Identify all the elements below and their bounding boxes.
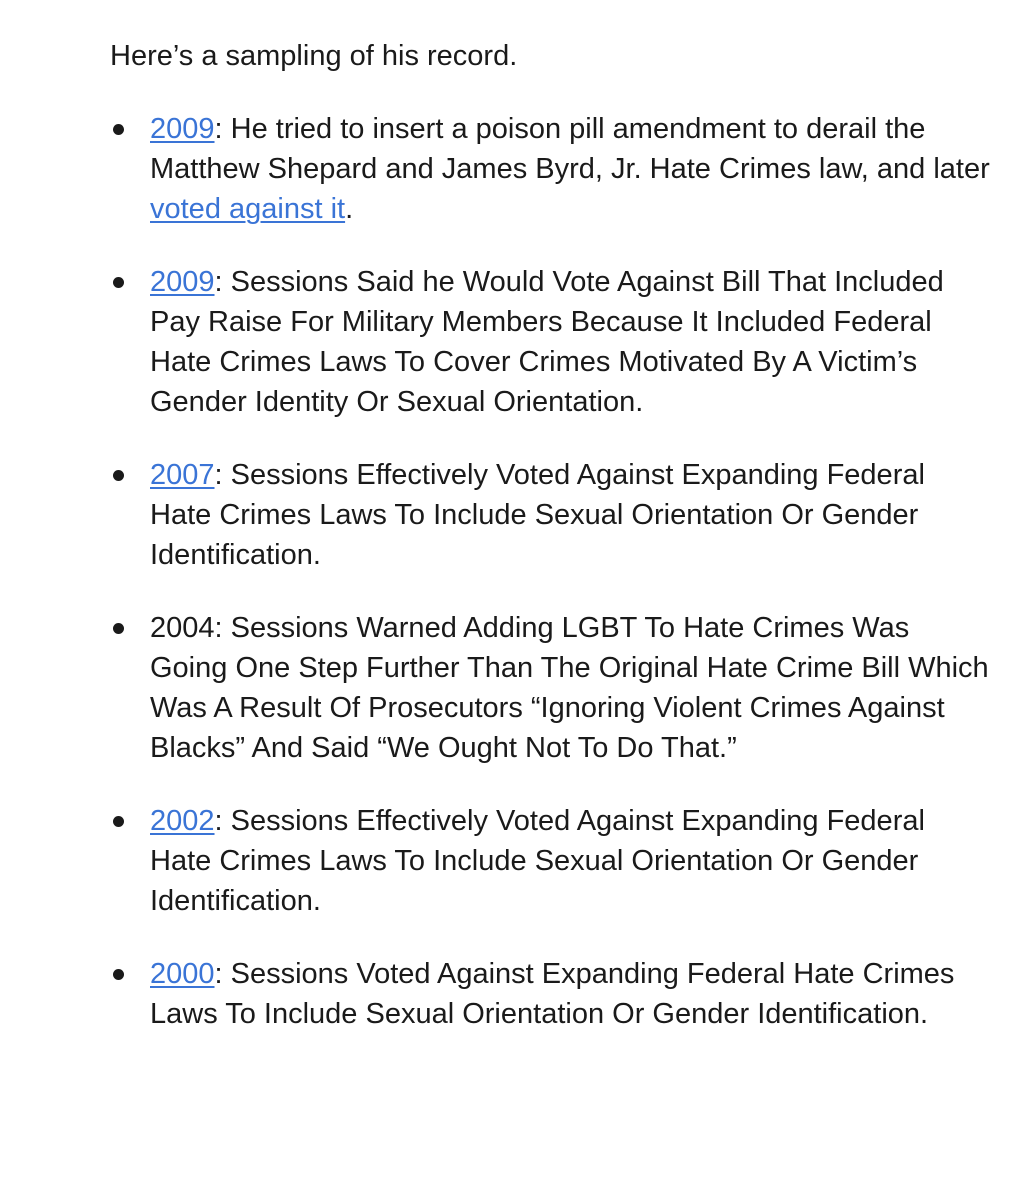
year-link-2000[interactable]: 2000 [150, 958, 215, 990]
item-text: : He tried to insert a poison pill amendment to derail the Matthew Shepard and James Byrd, Jr. Hate Crimes law, and later [150, 113, 990, 185]
bullet-icon [113, 969, 124, 980]
list-item [110, 954, 994, 1034]
list-item [110, 801, 994, 921]
item-text: : Sessions Said he Would Vote Against Bill That Included Pay Raise For Military Members Because It Included Federal Hate Crimes Laws To Cover Crimes Motivated By A Victim’s Gender Identity Or Sexual Orientation. [150, 266, 944, 418]
bullet-icon [113, 277, 124, 288]
item-text: : Sessions Effectively Voted Against Expanding Federal Hate Crimes Laws To Include Sexual Orientation Or Gender Identification. [150, 805, 925, 917]
item-text: : Sessions Voted Against Expanding Federal Hate Crimes Laws To Include Sexual Orientation Or Gender Identification. [150, 958, 955, 1030]
list-item [110, 608, 994, 768]
item-text: 2004: Sessions Warned Adding LGBT To Hate Crimes Was Going One Step Further Than The Original Hate Crime Bill Which Was A Result Of Prosecutors “Ignoring Violent Crimes Against Blacks” And Said “We Ought Not To Do That.” [150, 612, 989, 764]
year-link-2009-b[interactable]: 2009 [150, 266, 215, 298]
year-link-2007[interactable]: 2007 [150, 459, 215, 491]
voted-against-link[interactable]: voted against it [150, 193, 346, 225]
list-item [110, 262, 994, 422]
year-link-2009[interactable]: 2009 [150, 113, 215, 145]
bullet-icon [113, 623, 124, 634]
list-item [110, 109, 994, 229]
list-item [110, 455, 994, 575]
year-link-2002[interactable]: 2002 [150, 805, 215, 837]
record-list [110, 109, 994, 1034]
bullet-icon [113, 470, 124, 481]
item-text: : Sessions Effectively Voted Against Expanding Federal Hate Crimes Laws To Include Sexual Orientation Or Gender Identification. [150, 459, 925, 571]
intro-text: Here’s a sampling of his record. [110, 40, 518, 72]
bullet-icon [113, 816, 124, 827]
item-text-end: . [345, 193, 354, 225]
bullet-icon [113, 124, 124, 135]
